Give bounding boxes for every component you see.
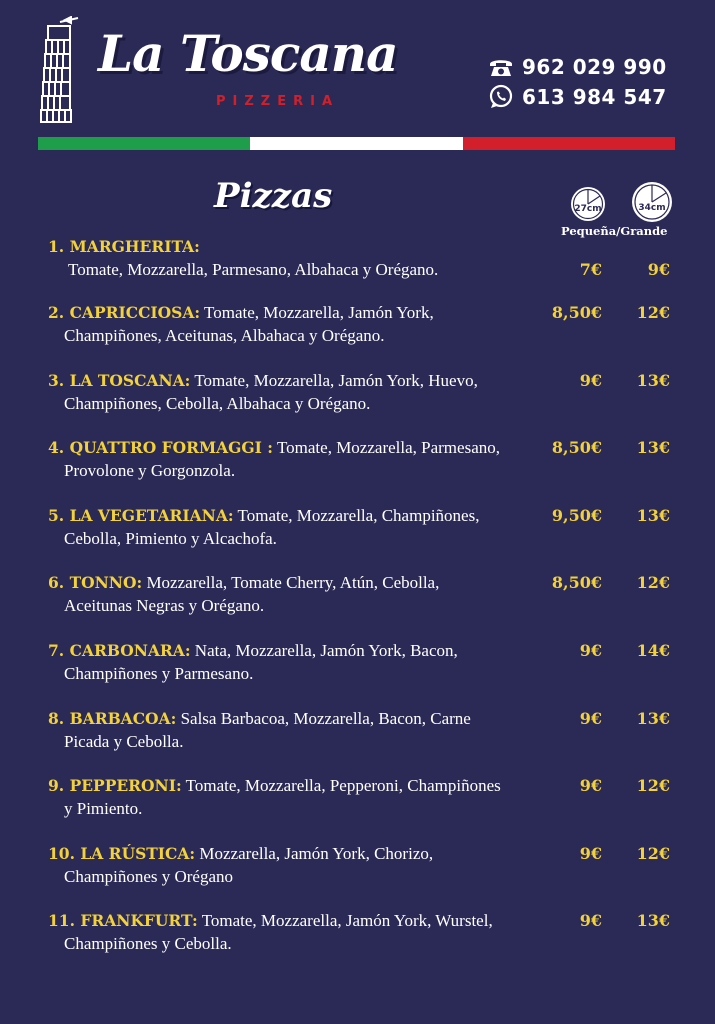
menu-item-ingredients: Nata, Mozzarella, Jamón York, Bacon, <box>190 641 458 660</box>
price-small: 9€ <box>579 911 602 930</box>
menu-item-name: 2. CAPRICCIOSA: <box>48 303 201 322</box>
pizza-small-size-icon <box>568 184 608 224</box>
menu-item-line-1 <box>48 437 500 459</box>
menu-item-ingredients-cont: Aceitunas Negras y Orégano. <box>64 596 265 615</box>
brand-subtitle: PIZZERIA <box>216 94 340 109</box>
menu-item-ingredients-cont: y Pimiento. <box>64 799 143 818</box>
menu-item-ingredients: Tomate, Mozzarella, Jamón York, <box>200 303 434 322</box>
menu-item-line-1 <box>48 236 200 258</box>
menu-item-line-1 <box>48 843 433 865</box>
menu-item-name: 9. PEPPERONI: <box>48 776 182 795</box>
menu-item-name: 5. LA VEGETARIANA: <box>48 506 234 525</box>
brand-name: La Toscana <box>98 24 398 83</box>
menu-item <box>48 708 678 754</box>
menu-item <box>48 437 678 483</box>
menu-item-name: 7. CARBONARA: <box>48 641 191 660</box>
menu-item-line-1 <box>48 640 458 662</box>
price-large: 12€ <box>636 844 670 863</box>
menu-item-ingredients: Salsa Barbacoa, Mozzarella, Bacon, Carne <box>176 709 471 728</box>
menu-item-ingredients-cont: Champiñones, Cebolla, Albahaca y Orégano. <box>64 394 371 413</box>
menu-item-ingredients-cont: Champiñones y Parmesano. <box>64 664 254 683</box>
header <box>0 0 715 140</box>
menu-item-line-1 <box>48 708 471 730</box>
menu-item-ingredients: Tomate, Mozzarella, Champiñones, <box>233 506 480 525</box>
menu-item-ingredients: Tomate, Mozzarella, Jamón York, Huevo, <box>190 371 478 390</box>
menu-item <box>48 572 678 618</box>
menu-item-ingredients-cont: Provolone y Gorgonzola. <box>64 461 236 480</box>
size-names: Pequeña/Grande <box>561 224 668 238</box>
price-small: 8,50€ <box>551 573 602 592</box>
size-small-label: 27cm <box>574 204 602 214</box>
price-large: 13€ <box>636 709 670 728</box>
menu-item-name: 6. TONNO: <box>48 573 143 592</box>
menu-item <box>48 302 678 348</box>
price-small: 9€ <box>579 641 602 660</box>
price-large: 12€ <box>636 573 670 592</box>
price-small: 9€ <box>579 776 602 795</box>
price-large: 13€ <box>636 911 670 930</box>
menu-item <box>48 910 678 956</box>
menu-item <box>48 505 678 551</box>
menu-item-ingredients-cont: Champiñones y Orégano <box>64 867 234 886</box>
menu-item-name: 4. QUATTRO FORMAGGI : <box>48 438 274 457</box>
price-small: 9€ <box>579 844 602 863</box>
price-large: 12€ <box>636 776 670 795</box>
price-small: 8,50€ <box>551 438 602 457</box>
menu-item-line-1 <box>48 910 493 932</box>
leaning-tower-icon <box>38 16 84 126</box>
menu-item-ingredients: Tomate, Mozzarella, Jamón York, Wurstel, <box>197 911 493 930</box>
price-small: 7€ <box>579 260 602 279</box>
contact-phones <box>488 52 667 112</box>
menu-item-line-1 <box>48 775 501 797</box>
menu-item-ingredients: Mozzarella, Jamón York, Chorizo, <box>195 844 434 863</box>
price-small: 9€ <box>579 709 602 728</box>
brand-logo <box>98 20 408 115</box>
menu-item <box>48 775 678 821</box>
price-large: 12€ <box>636 303 670 322</box>
price-large: 13€ <box>636 371 670 390</box>
price-large: 13€ <box>636 506 670 525</box>
price-large: 9€ <box>647 260 670 279</box>
pizza-large-size-icon <box>630 180 674 224</box>
menu-item-name: 1. MARGHERITA: <box>48 237 200 256</box>
menu-item-line-1 <box>48 572 439 594</box>
menu-item <box>48 843 678 889</box>
menu-item-line-1 <box>48 370 478 392</box>
menu-section-title: Pizzas <box>214 176 333 216</box>
size-large-label: 34cm <box>638 203 666 213</box>
menu-item-name: 10. LA RÚSTICA: <box>48 844 196 863</box>
menu-item-line-1 <box>48 302 434 324</box>
menu-item-ingredients: Tomate, Mozzarella, Pepperoni, Champiñones <box>181 776 501 795</box>
menu-item-ingredients-cont: Cebolla, Pimiento y Alcachofa. <box>64 529 277 548</box>
menu-item <box>48 236 678 282</box>
menu-item-ingredients-cont: Champiñones y Cebolla. <box>64 934 232 953</box>
menu-item-ingredients: Tomate, Mozzarella, Parmesano, <box>273 438 500 457</box>
italian-flag-stripe <box>38 137 675 150</box>
phone-landline-row <box>488 52 667 82</box>
phone-whatsapp[interactable]: 613 984 547 <box>522 85 667 109</box>
menu-item-name: 3. LA TOSCANA: <box>48 371 191 390</box>
menu-item <box>48 640 678 686</box>
menu-item-ingredients-cont: Tomate, Mozzarella, Parmesano, Albahaca y Orégano. <box>68 260 439 279</box>
phone-landline[interactable]: 962 029 990 <box>522 55 667 79</box>
telephone-icon <box>488 56 514 78</box>
price-small: 9€ <box>579 371 602 390</box>
menu-item-line-1 <box>48 505 479 527</box>
price-small: 9,50€ <box>551 506 602 525</box>
menu-item-ingredients-cont: Picada y Cebolla. <box>64 732 184 751</box>
price-large: 14€ <box>636 641 670 660</box>
whatsapp-icon <box>488 84 514 110</box>
phone-whatsapp-row <box>488 82 667 112</box>
menu-item-name: 11. FRANKFURT: <box>48 911 198 930</box>
menu-item-name: 8. BARBACOA: <box>48 709 177 728</box>
menu-item-ingredients-cont: Champiñones, Aceitunas, Albahaca y Orégano. <box>64 326 385 345</box>
menu-item-ingredients: Mozzarella, Tomate Cherry, Atún, Cebolla, <box>142 573 440 592</box>
price-small: 8,50€ <box>551 303 602 322</box>
price-large: 13€ <box>636 438 670 457</box>
menu-item <box>48 370 678 416</box>
